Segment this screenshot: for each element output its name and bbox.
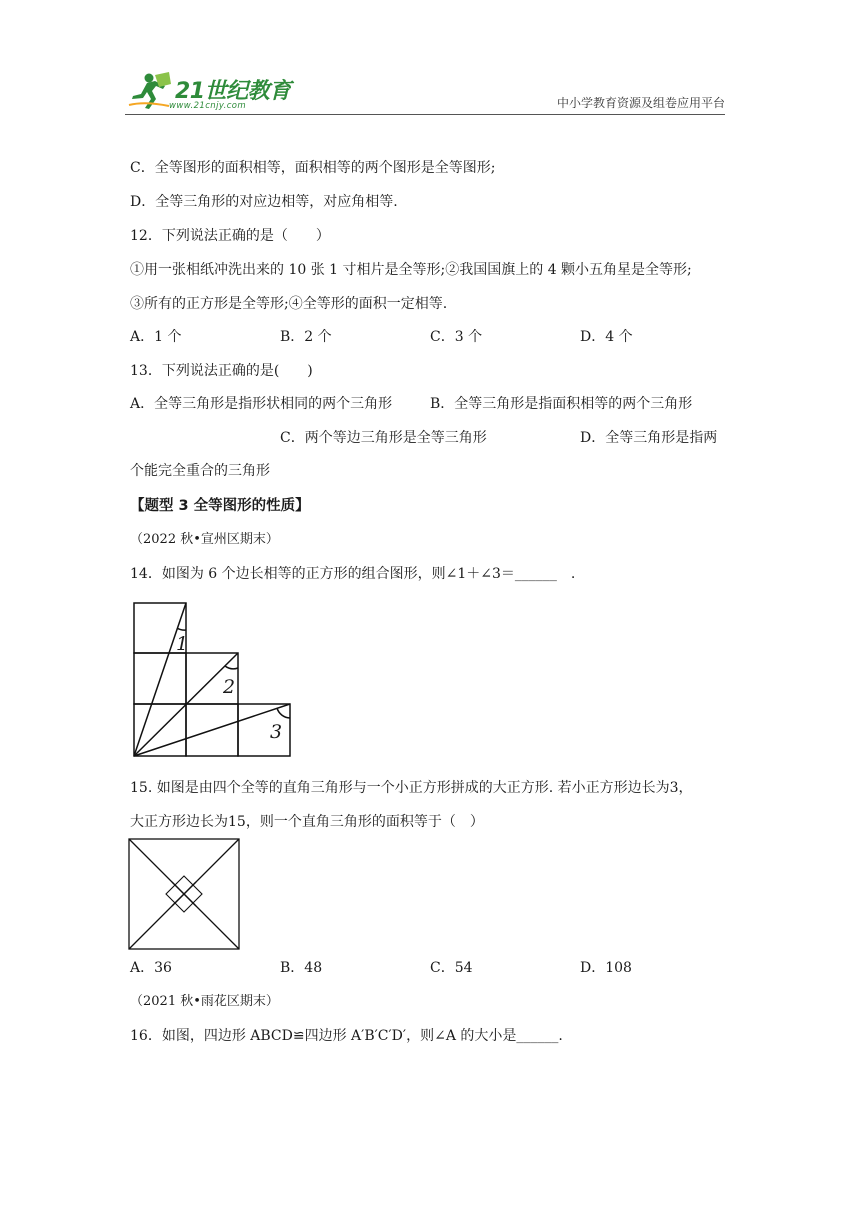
header-divider [125,114,725,115]
q14-source: （2022 秋•宣州区期末） [130,532,279,547]
q13-option-d-continued: 个能完全重合的三角形 [130,463,270,479]
q14-angle-label-2: 2 [223,676,236,698]
logo [125,70,295,116]
q15-option-a: A．36 [130,960,172,976]
page-header [125,70,725,118]
q11-option-d: D．全等三角形的对应边相等，对应角相等. [130,194,398,210]
q16-stem: 16．如图，四边形 ABCD≌四边形 A′B′C′D′，则∠A 的大小是______. [130,1028,563,1044]
platform-name: 中小学教育资源及组卷应用平台 [556,96,725,110]
q12-stem: 12．下列说法正确的是（ ） [130,228,330,244]
q13-option-a: A．全等三角形是指形状相同的两个三角形 [130,396,393,412]
q15-option-c: C．54 [430,960,473,976]
q14-angle-label-1: 1 [176,633,189,655]
q12-option-c: C．3 个 [430,329,483,345]
q15-option-d: D．108 [580,960,632,976]
q12-statement-line1: ①用一张相纸冲洗出来的 10 张 1 寸相片是全等形;②我国国旗上的 4 颗小五角星是全等形; [130,262,692,278]
q14-stem: 14．如图为 6 个边长相等的正方形的组合图形，则∠1＋∠3＝______ . [130,566,576,582]
q15-stem-line1: 15. 如图是由四个全等的直角三角形与一个小正方形拼成的大正方形. 若小正方形边长为3， [130,780,693,796]
runner-logo-icon [125,72,175,112]
q13-option-d: D．全等三角形是指两 [580,430,718,446]
logo-text: 21世纪教育 [175,79,291,104]
q12-option-b: B．2 个 [280,329,332,345]
q13-stem: 13．下列说法正确的是( ) [130,363,313,379]
q12-option-d: D．4 个 [580,329,633,345]
q15-stem-line2: 大正方形边长为15，则一个直角三角形的面积等于（ ） [130,814,484,830]
q13-option-c: C．两个等边三角形是全等三角形 [280,430,487,446]
q11-option-c: C．全等图形的面积相等，面积相等的两个图形是全等图形; [130,160,496,176]
logo-url: www.21cnjy.com [169,101,247,111]
section-title: 【题型 3 全等图形的性质】 [130,498,310,514]
q14-angle-label-3: 3 [270,721,283,743]
q15-option-b: B．48 [280,960,323,976]
q12-option-a: A．1 个 [130,329,182,345]
q12-statement-line2: ③所有的正方形是全等形;④全等形的面积一定相等. [130,296,448,312]
q13-option-b: B．全等三角形是指面积相等的两个三角形 [430,396,693,412]
q15-pinwheel-figure [128,838,242,952]
q16-source: （2021 秋•雨花区期末） [130,994,279,1009]
